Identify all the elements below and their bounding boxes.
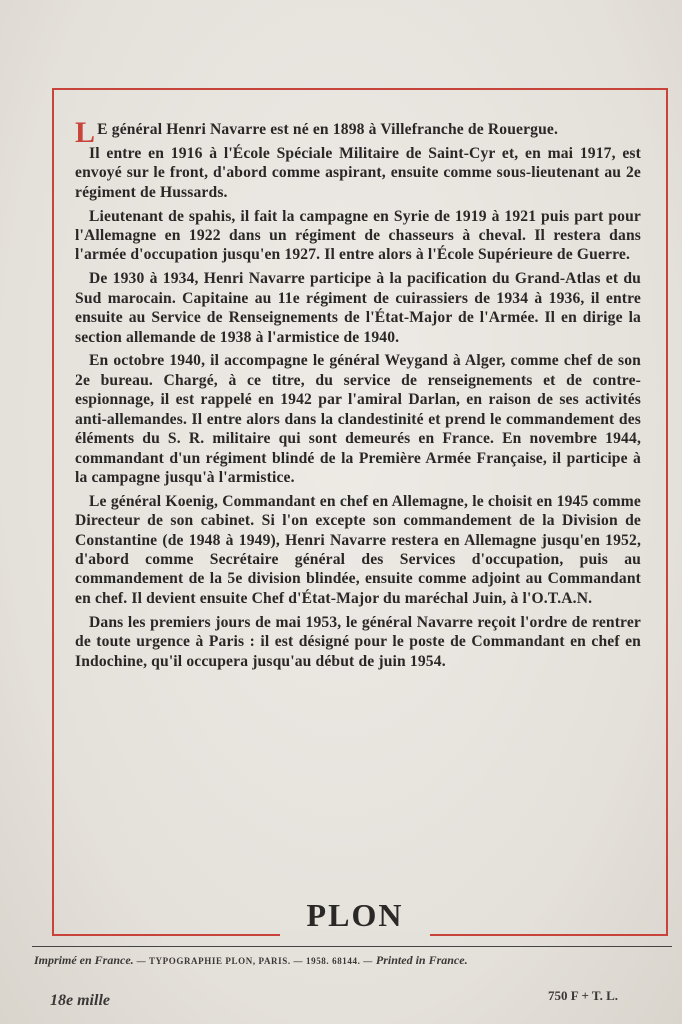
paragraph-6: Le général Koenig, Commandant en chef en Allemagne, le choisit en 1945 comme Directeur de son cabinet. Si l'on excepte son commandement de la Division de Constantine (de 1948 à 1949), Henri Navarre restera en Allemagne jusqu'en 1952, d'abord comme Secrétaire général des Services d'occupation, puis au commandement de la 5e division blindée, ensuite comme adjoint au Commandant en chef. Il devient ensuite Chef d'État-Major du maréchal Juin, à l'O.T.A.N. — [75, 492, 641, 607]
publisher-name: PLON — [306, 897, 404, 933]
imprint-line — [34, 953, 670, 968]
biography-text — [75, 116, 641, 675]
paragraph-2: Il entre en 1916 à l'École Spéciale Militaire de Saint-Cyr et, en mai 1917, est envoyé sur le front, d'abord comme aspirant, ensuite comme sous-lieutenant au 2e régiment de Hussards. — [75, 144, 641, 201]
paragraph-1 — [75, 116, 641, 149]
divider-line — [32, 946, 672, 947]
paragraph-1-text: E général Henri Navarre est né en 1898 à Villefranche de Rouergue. — [97, 121, 559, 138]
price: 750 F + T. L. — [548, 988, 619, 1003]
imprint-middle: — TYPOGRAPHIE PLON, PARIS. — 1958. 68144. — — [136, 956, 373, 966]
paragraph-4: De 1930 à 1934, Henri Navarre participe à la pacification du Grand-Atlas et du Sud marocain. Capitaine au 11e régiment de cuirassiers de 1934 à 1936, il entre ensuite au Service de Renseignements de l'État-Major de l'Armée. Il en dirige la section allemande de 1938 à l'armistice de 1940. — [75, 270, 641, 346]
imprint-left: Imprimé en France. — [34, 953, 134, 967]
imprint-right: Printed in France. — [375, 953, 468, 967]
paragraph-3: Lieutenant de spahis, il fait la campagne en Syrie de 1919 à 1921 puis part pour l'Allemagne en 1922 dans un régiment de chasseurs à cheval. Il restera dans l'armée d'occupation jusqu'en 1927. Il entre alors à l'École Supérieure de Guerre. — [75, 207, 641, 264]
edition-count: 18e mille — [50, 992, 110, 1009]
drop-cap: L — [75, 116, 96, 149]
paragraph-5: En octobre 1940, il accompagne le général Weygand à Alger, comme chef de son 2e bureau. Chargé, à ce titre, du service de renseignements et de contre-espionnage, il est rappelé en 1942 par l'amiral Darlan, en raison de ses activités anti-allemandes. Il entre alors dans la clandestinité et prend le commandement des éléments du S. R. militaire qui sont demeurés en France. En novembre 1944, commandant d'un régiment blindé de la Première Armée Française, il participe à la campagne jusqu'à l'armistice. — [75, 352, 641, 486]
paragraph-7: Dans les premiers jours de mai 1953, le général Navarre reçoit l'ordre de rentrer de toute urgence à Paris : il est désigné pour le poste de Commandant en chef en Indochine, qu'il occupera jusqu'au début de juin 1954. — [75, 613, 641, 670]
